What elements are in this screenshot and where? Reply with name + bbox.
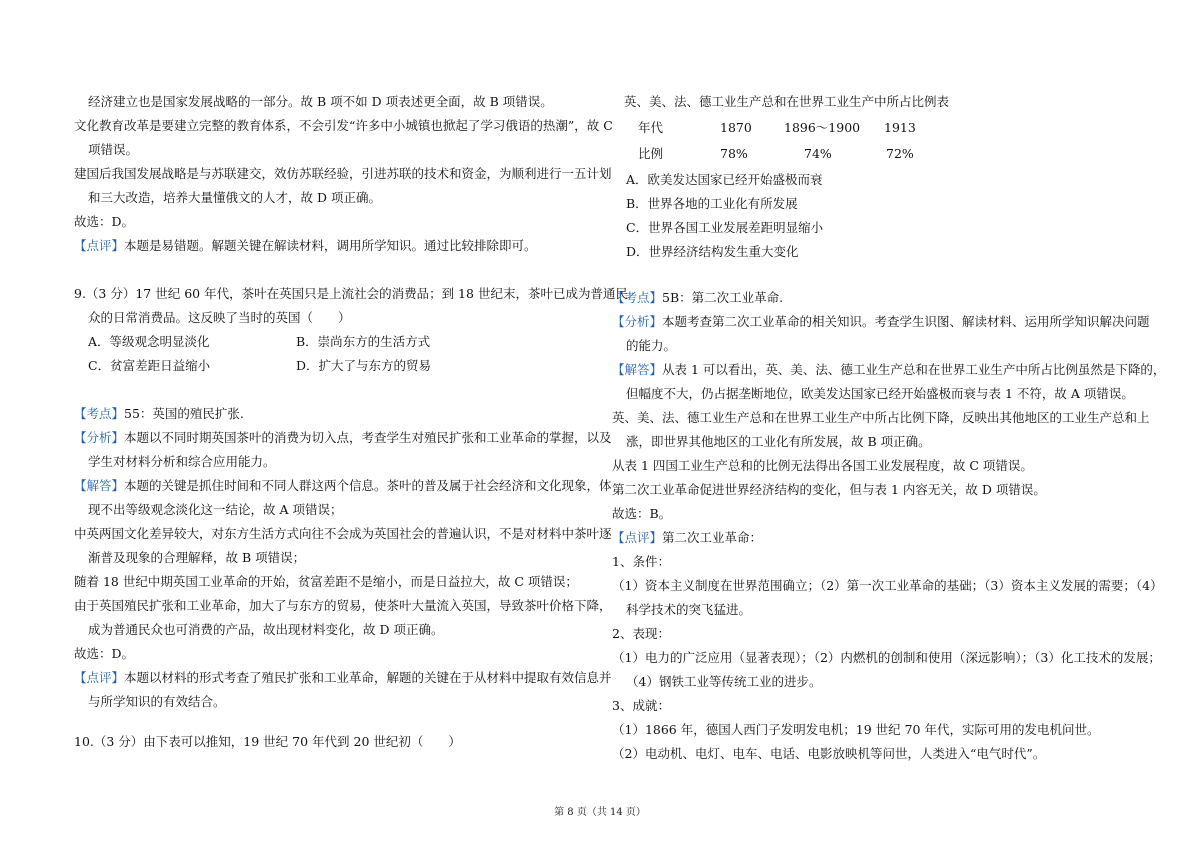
kaodian-text: 55：英国的殖民扩张. bbox=[124, 406, 244, 421]
q10-stem: 10.（3 分）由下表可以推知，19 世纪 70 年代到 20 世纪初（ ） bbox=[74, 734, 461, 749]
q9-stem-line2: 众的日常消费品。这反映了当时的英国（ ） bbox=[88, 310, 351, 325]
q9-option-d: D．扩大了与东方的贸易 bbox=[296, 358, 432, 373]
fenxi-text: 本题考查第二次工业革命的相关知识。考查学生识图、解读材料、运用所学知识解决问题 bbox=[662, 314, 1150, 329]
review-tag: 【点评】 bbox=[74, 238, 125, 253]
q9-stem-line1: 9.（3 分）17 世纪 60 年代，茶叶在英国只是上流社会的消费品；到 18 世纪末，茶叶已成为普通民 bbox=[74, 286, 628, 301]
section-line: （1）1866 年，德国人西门子发明发电机；19 世纪 70 年代，实际可用的发电机问世。 bbox=[612, 722, 1100, 737]
table-cell: 比例 bbox=[638, 146, 664, 161]
review-text: 本题是易错题。解题关键在解读材料，调用所学知识。通过比较排除即可。 bbox=[124, 238, 537, 253]
review-line bbox=[74, 238, 537, 254]
q9-option-b: B．崇尚东方的生活方式 bbox=[296, 334, 431, 349]
q9-answer: 故选：D。 bbox=[74, 646, 135, 661]
kaodian-tag: 【考点】 bbox=[74, 406, 125, 421]
section-line: 科学技术的突飞猛进。 bbox=[626, 602, 752, 617]
q9-fenxi bbox=[74, 430, 612, 446]
review-tag: 【点评】 bbox=[74, 670, 125, 685]
q9-line-b2: 渐普及现象的合理解释，故 B 项错误； bbox=[88, 550, 306, 565]
q10-option-d: D．世界经济结构发生重大变化 bbox=[626, 244, 799, 259]
q9-line-b1: 中英两国文化差异较大，对东方生活方式向往不会成为英国社会的普遍认识，不是对材料中茶叶逐 bbox=[74, 526, 612, 541]
section-line: （2）电动机、电灯、电车、电话、电影放映机等问世，人类进入“电气时代”。 bbox=[612, 746, 1046, 761]
table-cell: 1870 bbox=[720, 120, 752, 135]
section-heading: 2、表现： bbox=[612, 626, 670, 641]
q9-review-cont: 与所学知识的有效结合。 bbox=[88, 694, 226, 709]
analysis-line: 经济建立也是国家发展战略的一部分。故 B 项不如 D 项表述更全面，故 B 项错误。 bbox=[88, 94, 553, 109]
jieda-text: 本题的关键是抓住时间和不同人群这两个信息。茶叶的普及属于社会经济和文化现象，体 bbox=[124, 478, 612, 493]
section-line: （1）资本主义制度在世界范围确立；（2）第一次工业革命的基础；（3）资本主义发展的需要；（4） bbox=[612, 578, 1163, 593]
q9-fenxi-cont: 学生对材料分析和综合应用能力。 bbox=[88, 454, 276, 469]
section-heading: 3、成就： bbox=[612, 698, 670, 713]
q10-line-b2: 涨，即世界其他地区的工业化有所发展，故 B 项正确。 bbox=[626, 434, 931, 449]
section-heading: 1、条件： bbox=[612, 554, 670, 569]
review-tag: 【点评】 bbox=[612, 530, 663, 545]
q9-line-d2: 成为普通民众也可消费的产品，故出现材料变化，故 D 项正确。 bbox=[88, 622, 444, 637]
table-cell: 74% bbox=[804, 146, 832, 161]
q9-review bbox=[74, 670, 612, 686]
q10-line-c: 从表 1 四国工业生产总和的比例无法得出各国工业发展程度，故 C 项错误。 bbox=[612, 458, 1033, 473]
section-line: （1）电力的广泛应用（显著表现）；（2）内燃机的创制和使用（深远影响）；（3）化工技术的发展； bbox=[612, 650, 1161, 665]
jieda-tag: 【解答】 bbox=[612, 362, 663, 377]
table-title: 英、美、法、德工业生产总和在世界工业生产中所占比例表 bbox=[624, 94, 950, 109]
analysis-line: 和三大改造，培养大量懂俄文的人才，故 D 项正确。 bbox=[88, 190, 381, 205]
jieda-text: 从表 1 可以看出，英、美、法、德工业生产总和在世界工业生产中所占比例虽然是下降的， bbox=[662, 362, 1166, 377]
analysis-line: 项错误。 bbox=[88, 142, 139, 157]
fenxi-tag: 【分析】 bbox=[74, 430, 125, 445]
q10-answer: 故选：B。 bbox=[612, 506, 672, 521]
kaodian-text: 5B：第二次工业革命. bbox=[662, 290, 784, 305]
q9-kaodian bbox=[74, 406, 244, 422]
q10-line-b1: 英、美、法、德工业生产总和在世界工业生产中所占比例下降，反映出其他地区的工业生产总和上 bbox=[612, 410, 1150, 425]
q9-option-c: C．贫富差距日益缩小 bbox=[88, 358, 211, 373]
table-cell: 1896～1900 bbox=[784, 120, 861, 135]
analysis-line: 建国后我国发展战略是与苏联建交，效仿苏联经验，引进苏联的技术和资金，为顺利进行一五计划 bbox=[74, 166, 612, 181]
review-text: 本题以材料的形式考查了殖民扩张和工业革命，解题的关键在于从材料中提取有效信息并 bbox=[124, 670, 612, 685]
fenxi-text: 本题以不同时期英国茶叶的消费为切入点，考查学生对殖民扩张和工业革命的掌握，以及 bbox=[124, 430, 612, 445]
q10-kaodian bbox=[612, 290, 783, 306]
q10-option-c: C．世界各国工业发展差距明显缩小 bbox=[626, 220, 824, 235]
section-line: （4）钢铁工业等传统工业的进步。 bbox=[626, 674, 822, 689]
kaodian-tag: 【考点】 bbox=[612, 290, 663, 305]
table-cell: 年代 bbox=[638, 120, 664, 135]
q10-fenxi-cont: 的能力。 bbox=[626, 338, 677, 353]
q10-option-a: A．欧美发达国家已经开始盛极而衰 bbox=[626, 172, 823, 187]
q10-option-b: B．世界各地的工业化有所发展 bbox=[626, 196, 798, 211]
review-text: 第二次工业革命： bbox=[662, 530, 763, 545]
q9-option-a: A．等级观念明显淡化 bbox=[88, 334, 210, 349]
q10-jieda-cont: 但幅度不大，仍占据垄断地位，欧美发达国家已经开始盛极而衰与表 1 不符，故 A 项错误。 bbox=[626, 386, 1134, 401]
q9-jieda-cont: 现不出等级观念淡化这一结论，故 A 项错误； bbox=[88, 502, 343, 517]
table-cell: 72% bbox=[886, 146, 914, 161]
q10-review bbox=[612, 530, 762, 546]
q9-line-c: 随着 18 世纪中期英国工业革命的开始，贫富差距不是缩小，而是日益拉大，故 C 项错误； bbox=[74, 574, 578, 589]
q10-line-d: 第二次工业革命促进世界经济结构的变化，但与表 1 内容无关，故 D 项错误。 bbox=[612, 482, 1046, 497]
table-cell: 78% bbox=[720, 146, 748, 161]
page-footer: 第 8 页（共 14 页） bbox=[554, 807, 646, 818]
jieda-tag: 【解答】 bbox=[74, 478, 125, 493]
q10-fenxi bbox=[612, 314, 1150, 330]
answer-line: 故选：D。 bbox=[74, 214, 135, 229]
table-cell: 1913 bbox=[884, 120, 916, 135]
q9-jieda bbox=[74, 478, 612, 494]
q9-line-d1: 由于英国殖民扩张和工业革命，加大了与东方的贸易，使茶叶大量流入英国，导致茶叶价格下降， bbox=[74, 598, 612, 613]
fenxi-tag: 【分析】 bbox=[612, 314, 663, 329]
q10-jieda bbox=[612, 362, 1165, 378]
analysis-line: 文化教育改革是要建立完整的教育体系，不会引发“许多中小城镇也掀起了学习俄语的热潮”，故 C bbox=[74, 118, 613, 133]
